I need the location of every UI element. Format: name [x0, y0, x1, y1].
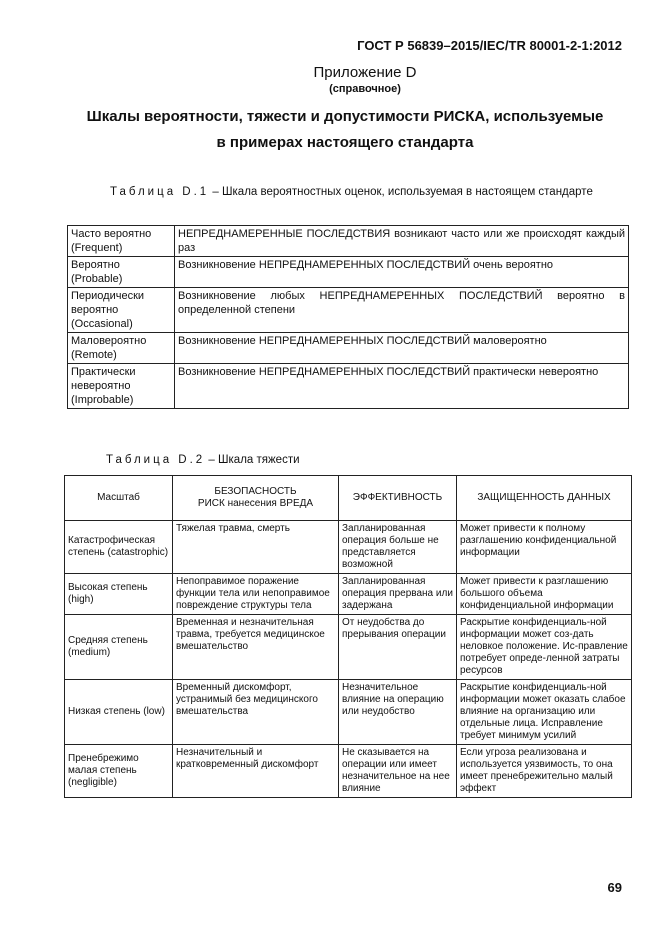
table-cell: Пренебрежимо малая степень (negligible): [65, 745, 173, 798]
table2-caption-label: Таблица D.2: [106, 454, 206, 466]
table-cell: Запланированная операция больше не представляется возможной: [339, 521, 457, 574]
table-cell: Часто вероятно (Frequent): [68, 226, 175, 257]
table-cell: Возникновение любых НЕПРЕДНАМЕРЕННЫХ ПОСЛЕДСТВИЙ вероятно в определенной степени: [175, 288, 629, 333]
table-cell: Катастрофическая степень (catastrophic): [65, 521, 173, 574]
appendix-heading: [60, 104, 630, 156]
table-row: [68, 333, 629, 364]
table-cell: Раскрытие конфиденциаль-ной информации может соз-дать неловкое положение. Ис-правление потребует опреде-ленной затраты ресурсов: [457, 615, 632, 680]
table-cell: Непоправимое поражение функции тела или непоправимое повреждение структуры тела: [173, 574, 339, 615]
table-cell: Не сказывается на операции или имеет незначительное на нее влияние: [339, 745, 457, 798]
table-cell: Возникновение НЕПРЕДНАМЕРЕННЫХ ПОСЛЕДСТВИЙ маловероятно: [175, 333, 629, 364]
probability-scale-table: [67, 225, 629, 409]
column-header: БЕЗОПАСНОСТЬ РИСК нанесения ВРЕДА: [173, 476, 339, 521]
table-cell: Незначительное влияние на операцию или неудобство: [339, 680, 457, 745]
table2-caption: [106, 454, 300, 466]
table-row: [65, 615, 632, 680]
table-cell: Средняя степень (medium): [65, 615, 173, 680]
appendix-subtitle: (справочное): [329, 83, 401, 95]
table-cell: Возникновение НЕПРЕДНАМЕРЕННЫХ ПОСЛЕДСТВИЙ очень вероятно: [175, 257, 629, 288]
table-cell: Раскрытие конфиденциаль-ной информации может оказать слабое влияние на организацию или отдельные лица. Исправление требует минимум усилий: [457, 680, 632, 745]
table-cell: Тяжелая травма, смерть: [173, 521, 339, 574]
table-row: [68, 226, 629, 257]
severity-scale-table: [64, 475, 632, 798]
table-cell: Если угроза реализована и используется уязвимость, то она имеет пренебрежительно малый эффект: [457, 745, 632, 798]
heading-line-2: в примерах настоящего стандарта: [216, 134, 474, 151]
column-header: ЗАЩИЩЕННОСТЬ ДАННЫХ: [457, 476, 632, 521]
column-header: Масштаб: [65, 476, 173, 521]
table-cell: Незначительный и кратковременный дискомфорт: [173, 745, 339, 798]
heading-line-1: Шкалы вероятности, тяжести и допустимости РИСКА, используемые: [86, 108, 604, 125]
table1-caption-label: Таблица D.1: [110, 186, 210, 198]
table-cell: От неудобства до прерывания операции: [339, 615, 457, 680]
table-row: [68, 288, 629, 333]
table-row: [68, 364, 629, 409]
table-cell: Временный дискомфорт, устранимый без медицинского вмешательства: [173, 680, 339, 745]
table-row: [65, 521, 632, 574]
table1-caption-text: – Шкала вероятностных оценок, используемая в настоящем стандарте: [209, 186, 593, 198]
table-cell: Вероятно (Probable): [68, 257, 175, 288]
table-cell: Может привести к полному разглашению конфиденциальной информации: [457, 521, 632, 574]
table-cell: Высокая степень (high): [65, 574, 173, 615]
document-header: ГОСТ Р 56839–2015/IEC/TR 80001-2-1:2012: [357, 38, 622, 53]
table-cell: Запланированная операция прервана или задержана: [339, 574, 457, 615]
column-header: ЭФФЕКТИВНОСТЬ: [339, 476, 457, 521]
table-cell: Возникновение НЕПРЕДНАМЕРЕННЫХ ПОСЛЕДСТВИЙ практически невероятно: [175, 364, 629, 409]
table-row: [65, 574, 632, 615]
appendix-title: Приложение D: [313, 64, 417, 81]
table1-caption: [70, 182, 622, 203]
page-number: 69: [607, 880, 622, 895]
table2-caption-text: – Шкала тяжести: [205, 454, 300, 466]
table-cell: Низкая степень (low): [65, 680, 173, 745]
table-row: [68, 257, 629, 288]
table-cell: Практически невероятно (Improbable): [68, 364, 175, 409]
table-cell: Может привести к разглашению большого объема конфиденциальной информации: [457, 574, 632, 615]
table-header-row: [65, 476, 632, 521]
table-cell: Маловероятно (Remote): [68, 333, 175, 364]
table-row: [65, 680, 632, 745]
table-cell: НЕПРЕДНАМЕРЕННЫЕ ПОСЛЕДСТВИЯ возникают часто или же происходят каждый раз: [175, 226, 629, 257]
table-row: [65, 745, 632, 798]
table-cell: Периодически вероятно (Occasional): [68, 288, 175, 333]
table-cell: Временная и незначительная травма, требуется медицинское вмешательство: [173, 615, 339, 680]
